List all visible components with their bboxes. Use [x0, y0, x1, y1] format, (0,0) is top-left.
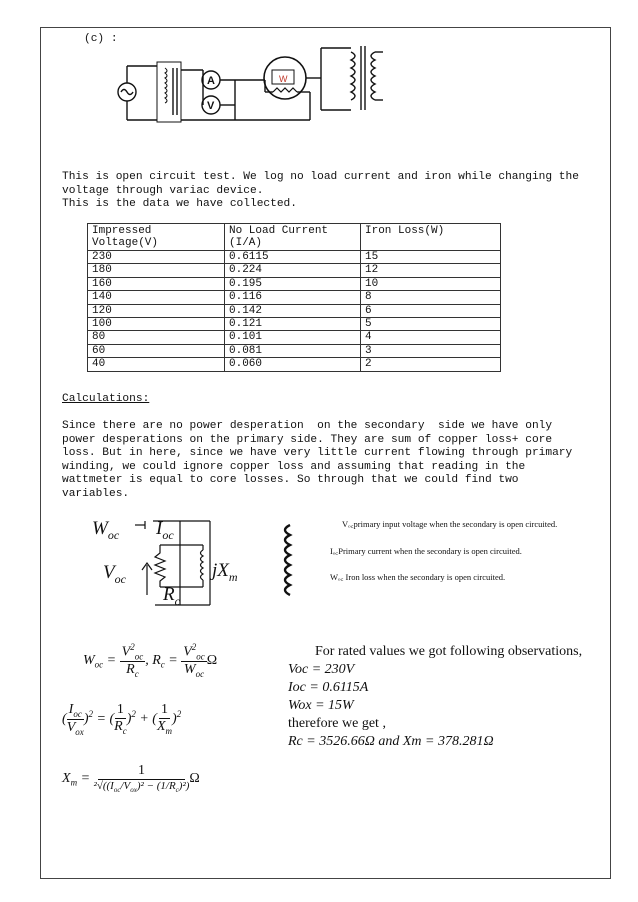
- cell-iron-loss: 2: [361, 358, 501, 371]
- table-row: [88, 344, 501, 357]
- formula-woc: $W_{oc}$ = $\frac{V^2_{oc}}{R_c}$ , $R_c$ = $\frac{V^2_{oc}}{W_{oc}}$ Ω: [83, 642, 218, 680]
- cell-voltage: 80: [88, 331, 225, 344]
- data-table: [87, 223, 501, 372]
- header-iron-loss: Iron Loss(W): [361, 224, 501, 251]
- intro-line-2: This is the data we have collected.: [62, 198, 297, 210]
- cell-iron-loss: 3: [361, 344, 501, 357]
- v-oc-label: $V_{oc}$: [103, 562, 126, 586]
- jxm-label: $jX_m$: [212, 560, 238, 584]
- table-row: [88, 251, 501, 264]
- rated-wox: Wox = 15W: [288, 698, 354, 713]
- legend-ioc: Iₒ꜀Primary current when the secondary is open circuited.: [330, 546, 522, 556]
- header-voltage: Impressed Voltage(V): [88, 224, 225, 251]
- cell-voltage: 60: [88, 344, 225, 357]
- legend-woc: Wₒ꜀ Iron loss when the secondary is open circuited.: [330, 572, 506, 582]
- rc-label: $R_c$: [163, 584, 180, 608]
- cell-iron-loss: 5: [361, 318, 501, 331]
- cell-voltage: 140: [88, 291, 225, 304]
- cell-current: 0.116: [225, 291, 361, 304]
- table-row: [88, 264, 501, 277]
- cell-iron-loss: 6: [361, 304, 501, 317]
- cell-voltage: 40: [88, 358, 225, 371]
- intro-paragraph: This is open circuit test. We log no load current and iron while changing the voltage through variac device.: [62, 171, 586, 197]
- cell-iron-loss: 10: [361, 277, 501, 290]
- cell-current: 0.224: [225, 264, 361, 277]
- cell-iron-loss: 8: [361, 291, 501, 304]
- ammeter-label: A: [207, 75, 215, 87]
- legend-voc: Vₒ꜀primary input voltage when the secondary is open circuited.: [342, 519, 558, 529]
- cell-voltage: 120: [88, 304, 225, 317]
- rated-therefore: therefore we get ,: [288, 716, 386, 731]
- calculations-heading: Calculations:: [62, 393, 150, 405]
- cell-current: 0.081: [225, 344, 361, 357]
- voltmeter-label: V: [207, 100, 215, 112]
- rated-ioc: Ioc = 0.6115A: [288, 680, 369, 695]
- cell-iron-loss: 12: [361, 264, 501, 277]
- cell-current: 0.121: [225, 318, 361, 331]
- cell-voltage: 180: [88, 264, 225, 277]
- table-row: [88, 304, 501, 317]
- header-current: No Load Current (I/A): [225, 224, 361, 251]
- table-row: [88, 291, 501, 304]
- table-row: [88, 331, 501, 344]
- formula-xm: $X_m$ = $\frac{1}{^2√((I_{oc}/V_{ox})^2 - (1/R_c)^2)}$ Ω: [62, 763, 200, 795]
- table-row: [88, 358, 501, 371]
- cell-iron-loss: 15: [361, 251, 501, 264]
- oc-test-circuit-diagram: [115, 40, 385, 128]
- table-row: [88, 277, 501, 290]
- i-oc-label: $I_{oc}$: [156, 518, 174, 542]
- cell-voltage: 160: [88, 277, 225, 290]
- rated-voc: Voc = 230V: [288, 662, 355, 677]
- calculations-paragraph: Since there are no power desperation on the secondary side we have only power desperations on the primary side. They are sum of copper loss+ core loss. But in here, since we have very little current flowing through primary winding, we could ignore copper loss and assuming that reading in the wattmeter is equal to core losses. So through that we could find two variables.: [62, 420, 579, 500]
- cell-current: 0.6115: [225, 251, 361, 264]
- cell-current: 0.142: [225, 304, 361, 317]
- rated-heading: For rated values we got following observations,: [315, 644, 583, 659]
- w-oc-label: $W_{oc}$: [92, 518, 120, 542]
- cell-iron-loss: 4: [361, 331, 501, 344]
- cell-current: 0.060: [225, 358, 361, 371]
- core-inductor-icon: [285, 525, 290, 595]
- cell-voltage: 230: [88, 251, 225, 264]
- wattmeter-label: W: [279, 74, 288, 84]
- part-label: (c) :: [84, 33, 118, 45]
- formula-admittance: ( $\frac{I_{oc}}{V_{ox}}$ )$^2$ = ( $\frac{1}{R_c}$ )$^2$ + ( $\frac{1}{X_m}$ )$^2$: [62, 702, 182, 737]
- cell-current: 0.195: [225, 277, 361, 290]
- table-row: [88, 318, 501, 331]
- cell-voltage: 100: [88, 318, 225, 331]
- cell-current: 0.101: [225, 331, 361, 344]
- rated-result: Rc = 3526.66Ω and Xm = 378.281Ω: [288, 734, 494, 749]
- table-header-row: [88, 224, 501, 251]
